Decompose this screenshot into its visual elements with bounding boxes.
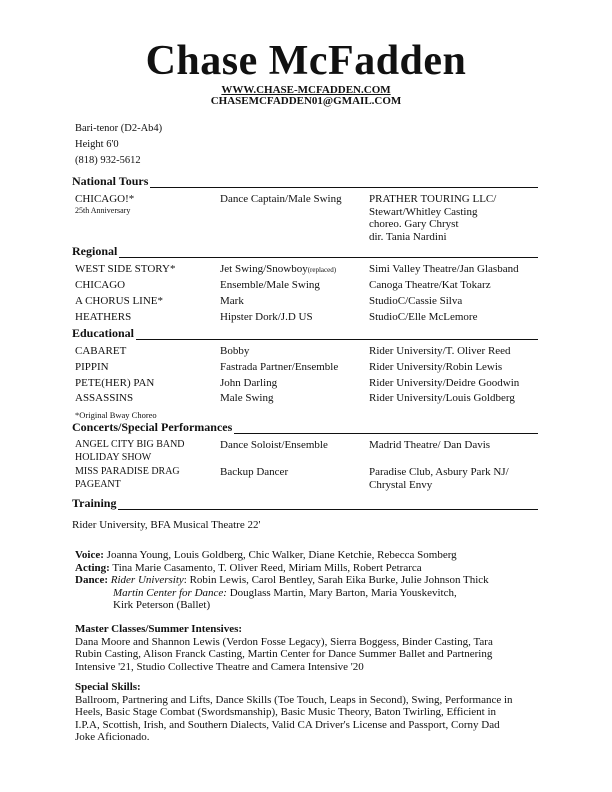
section-heading: National Tours bbox=[72, 174, 149, 188]
company-line: Paradise Club, Asbury Park NJ/ bbox=[369, 466, 509, 478]
master-line: Intensive '21, Studio Collective Theatre and Camera Intensive '20 bbox=[75, 660, 364, 673]
dance-training-cont bbox=[75, 587, 560, 600]
dance-teachers: Douglass Martin, Mary Barton, Maria Youskevitch, bbox=[229, 586, 457, 599]
section-training bbox=[72, 496, 538, 510]
company: Rider University/Robin Lewis bbox=[369, 361, 503, 373]
role: Male Swing bbox=[220, 392, 274, 404]
skills-line: Heels, Basic Stage Combat (Swordsmanship), Basic Music Theory, Baton Twirling, Efficient in bbox=[75, 706, 497, 718]
show-line: PAGEANT bbox=[75, 478, 121, 490]
company: Rider University/T. Oliver Reed bbox=[369, 345, 511, 357]
role: John Darling bbox=[220, 377, 278, 389]
company-line: Chrystal Envy bbox=[369, 478, 433, 491]
dance-training-cont: Kirk Peterson (Ballet) bbox=[113, 599, 211, 611]
acting-label: Acting: bbox=[75, 561, 110, 574]
dance-school: Martin Center for Dance: bbox=[113, 586, 227, 599]
show-title: WEST SIDE STORY* bbox=[75, 263, 176, 275]
show-title: PETE(HER) PAN bbox=[75, 377, 155, 389]
skills-label: Special Skills: bbox=[75, 681, 141, 693]
show-title: CABARET bbox=[75, 345, 127, 357]
show-line: ANGEL CITY BIG BAND bbox=[75, 439, 185, 450]
show-title bbox=[75, 439, 217, 464]
show-title bbox=[75, 193, 217, 216]
role: Ensemble/Male Swing bbox=[220, 279, 320, 291]
skills-line: Ballroom, Partnering and Lifts, Dance Skills (Toe Touch, Leaps in Second), Swing, Performance in bbox=[75, 693, 513, 706]
show-title: PIPPIN bbox=[75, 361, 109, 373]
voice-training bbox=[75, 549, 560, 562]
company: Rider University/Deidre Goodwin bbox=[369, 377, 520, 389]
skills-line: Joke Aficionado. bbox=[75, 731, 150, 743]
show-subtitle: 25th Anniversary bbox=[75, 205, 131, 215]
role: Bobby bbox=[220, 345, 250, 357]
training-details bbox=[75, 549, 560, 612]
phone-number: (818) 932-5612 bbox=[75, 155, 141, 166]
master-line: Rubin Casting, Alison Franck Casting, Martin Center for Dance Summer Ballet and Partnering bbox=[75, 648, 493, 660]
acting-teachers: Tina Marie Casamento, T. Oliver Reed, Miriam Mills, Robert Petrarca bbox=[112, 561, 422, 574]
role: Dance Captain/Male Swing bbox=[220, 193, 342, 205]
company-line: Madrid Theatre/ Dan Davis bbox=[369, 439, 491, 451]
acting-training bbox=[75, 562, 560, 575]
show-title bbox=[75, 466, 217, 491]
role-note: (replaced) bbox=[307, 266, 337, 274]
company bbox=[369, 466, 549, 491]
role: Mark bbox=[220, 295, 244, 307]
resume-name: Chase McFadden bbox=[145, 38, 467, 84]
section-national-tours bbox=[72, 174, 538, 188]
section-educational bbox=[72, 326, 538, 340]
skills-line: I.P.A, Scottish, Irish, and Southern Dialects, Valid CA Driver's License and Passport, Corny Dad bbox=[75, 718, 500, 731]
website-link[interactable]: WWW.CHASE-MCFADDEN.COM bbox=[221, 84, 391, 96]
company: StudioC/Elle McLemore bbox=[369, 311, 478, 323]
company: StudioC/Cassie Silva bbox=[369, 295, 463, 307]
section-heading: Educational bbox=[72, 326, 135, 340]
company-line: PRATHER TOURING LLC/ bbox=[369, 193, 497, 205]
dance-label: Dance: bbox=[75, 574, 108, 586]
show-title: CHICAGO bbox=[75, 279, 126, 291]
company-line: dir. Tania Nardini bbox=[369, 230, 447, 243]
section-heading: Training bbox=[72, 496, 117, 510]
stats-block bbox=[75, 121, 162, 169]
role: Backup Dancer bbox=[220, 466, 289, 478]
voice-teachers: Joanna Young, Louis Goldberg, Chic Walker, Diane Ketchie, Rebecca Somberg bbox=[106, 549, 457, 561]
master-label: Master Classes/Summer Intensives: bbox=[75, 623, 243, 635]
role: Dance Soloist/Ensemble bbox=[220, 439, 328, 451]
dance-teachers: : Robin Lewis, Carol Bentley, Sarah Eika Burke, Julie Johnson Thick bbox=[183, 574, 489, 586]
company bbox=[369, 439, 549, 452]
show-title: HEATHERS bbox=[75, 311, 132, 323]
degree: Rider University, BFA Musical Theatre 22' bbox=[72, 519, 261, 531]
company-line: choreo. Gary Chryst bbox=[369, 218, 459, 230]
show-line: HOLIDAY SHOW bbox=[75, 451, 152, 463]
company-line: Stewart/Whitley Casting bbox=[369, 205, 478, 218]
show-title: A CHORUS LINE* bbox=[75, 295, 164, 307]
company: Rider University/Louis Goldberg bbox=[369, 392, 515, 404]
section-heading: Regional bbox=[72, 244, 118, 258]
role: Fastrada Partner/Ensemble bbox=[220, 361, 339, 373]
company: Simi Valley Theatre/Jan Glasband bbox=[369, 263, 519, 275]
show-line: MISS PARADISE DRAG bbox=[75, 466, 180, 477]
voice-range: Bari-tenor (D2-Ab4) bbox=[75, 123, 163, 134]
section-concerts bbox=[72, 420, 538, 434]
company bbox=[369, 193, 549, 243]
footnote: *Original Bway Choreo bbox=[75, 410, 157, 420]
company: Canoga Theatre/Kat Tokarz bbox=[369, 279, 491, 291]
show-title: ASSASSINS bbox=[75, 392, 134, 404]
section-regional bbox=[72, 244, 538, 258]
email-address[interactable]: CHASEMCFADDEN01@GMAIL.COM bbox=[210, 95, 402, 107]
special-skills bbox=[75, 681, 560, 744]
master-line: Dana Moore and Shannon Lewis (Verdon Fosse Legacy), Sierra Boggess, Binder Casting, Tara bbox=[75, 635, 493, 648]
dance-school: Rider University bbox=[110, 574, 184, 586]
show-name: CHICAGO!* bbox=[75, 193, 135, 205]
role bbox=[220, 263, 368, 277]
voice-label: Voice: bbox=[75, 549, 104, 561]
height: Height 6'0 bbox=[75, 139, 119, 150]
section-heading: Concerts/Special Performances bbox=[72, 420, 233, 434]
master-classes bbox=[75, 623, 560, 673]
dance-training bbox=[75, 574, 560, 587]
role-text: Jet Swing/Snowboy bbox=[220, 263, 308, 275]
role: Hipster Dork/J.D US bbox=[220, 311, 313, 323]
